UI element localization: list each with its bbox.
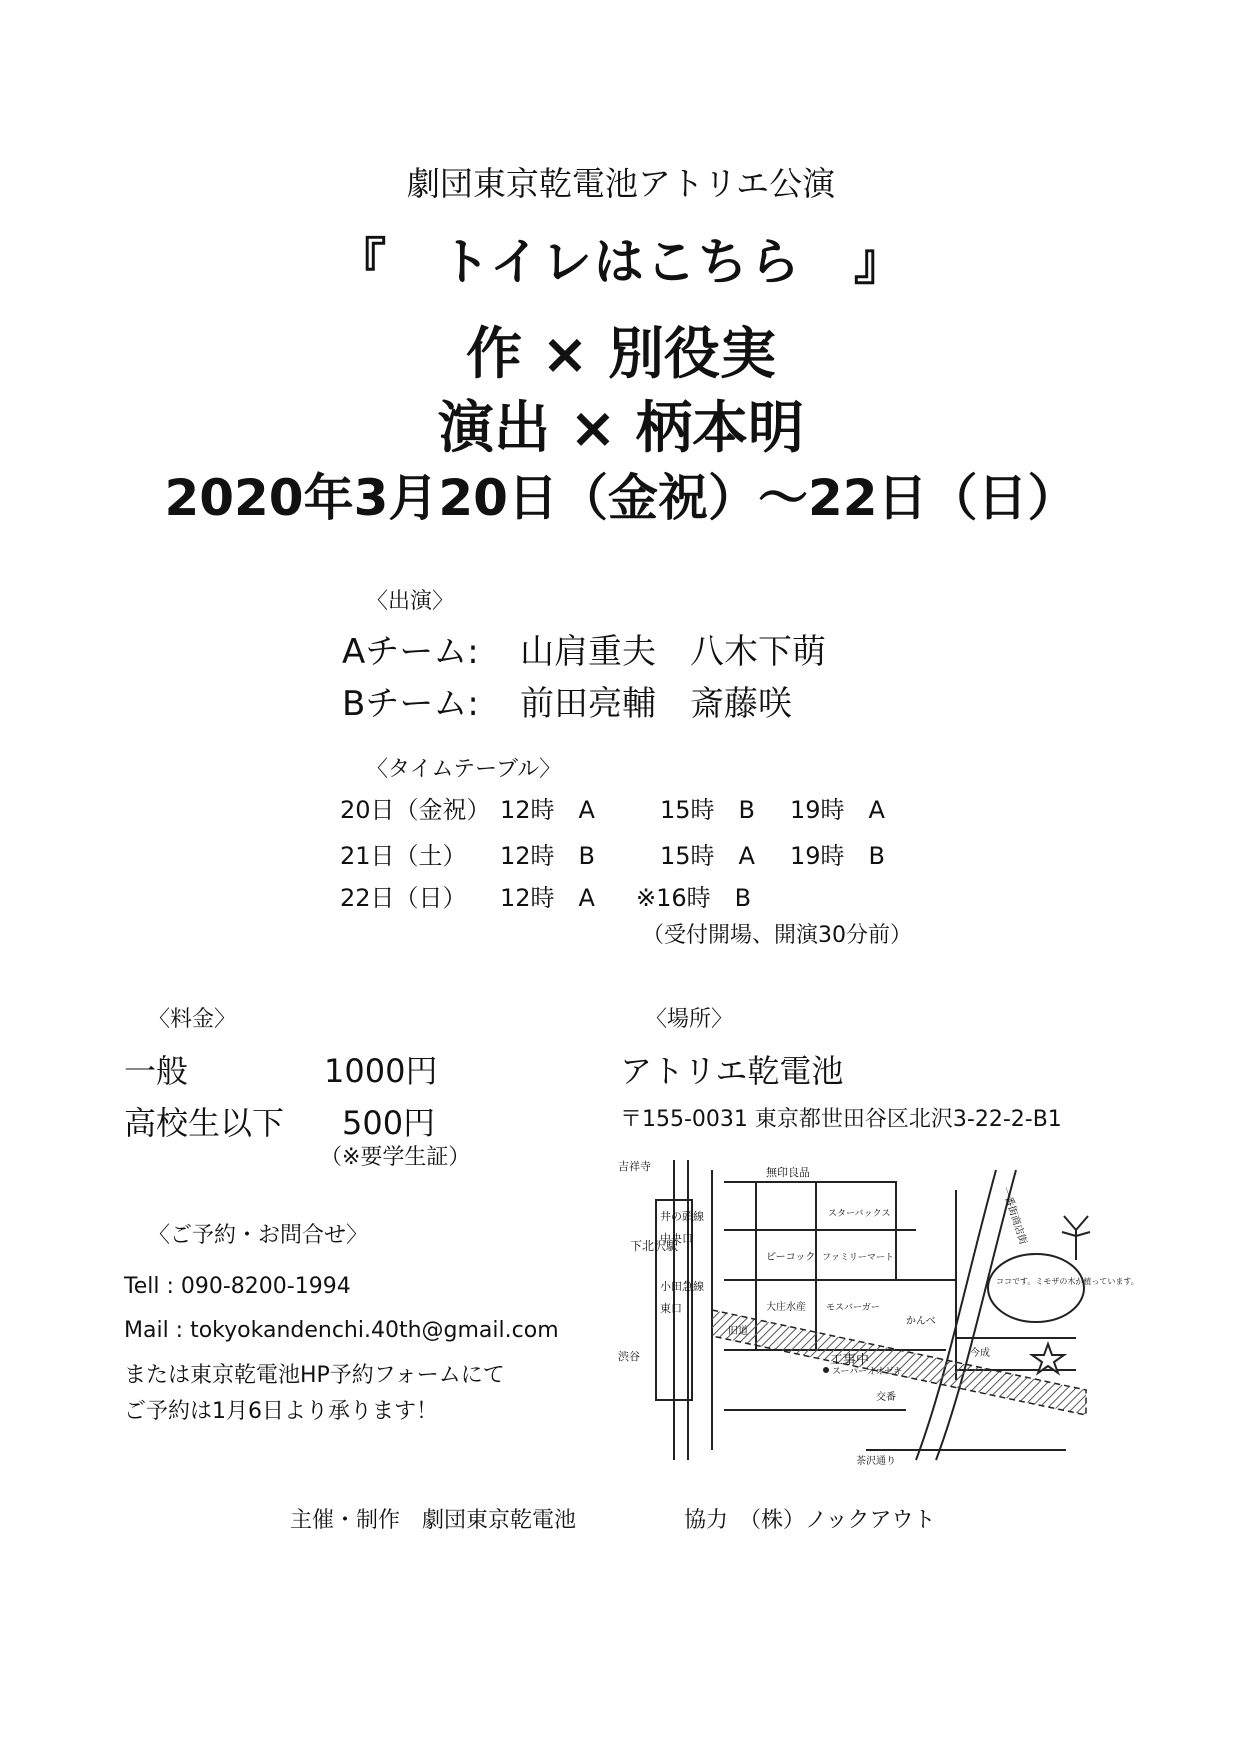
map-label-callout: ココです。ミモザの木が植っています。 (996, 1277, 1139, 1286)
timetable-note: （受付開場、開演30分前） (642, 923, 912, 948)
timetable-slot: 15時 A (660, 842, 755, 870)
reservation-heading: 〈ご予約・お問合せ〉 (148, 1223, 369, 1248)
presenter-line: 劇団東京乾電池アトリエ公演 (406, 164, 836, 203)
access-map (616, 1160, 1139, 1470)
fee-heading: 〈料金〉 (148, 1007, 237, 1032)
cast-heading: 〈出演〉 (366, 589, 455, 614)
map-label-construction: 工事中 (830, 1352, 870, 1367)
map-label-kanbei: かんべ (906, 1316, 936, 1327)
footer-organizer: 主催・制作 劇団東京乾電池 (290, 1508, 577, 1533)
tree-icon (1062, 1216, 1090, 1260)
footer-cooperation: 協力 （株）ノックアウト (684, 1508, 936, 1533)
timetable-slot: 19時 A (790, 796, 885, 824)
timetable-slot: 12時 A (500, 796, 595, 824)
map-label-muji: 無印良品 (766, 1167, 810, 1179)
map-label-station: 下北沢駅 (630, 1239, 679, 1253)
venue-star-icon (1032, 1344, 1064, 1373)
reservation-form-note: または東京乾電池HP予約フォームにて (124, 1363, 505, 1388)
team-members: 前田亮輔 斎藤咲 (520, 684, 792, 724)
director-credit: 演出 × 柄本明 (438, 396, 804, 461)
timetable-slot: 15時 B (660, 796, 756, 824)
map-label-road: 旧道 (728, 1326, 748, 1337)
map-label-familymart: ファミリーマート (822, 1252, 894, 1262)
author-credit: 作 × 別役実 (466, 322, 776, 387)
map-label-starbucks: スターバックス (828, 1208, 891, 1218)
map-label-kichijoji: 吉祥寺 (618, 1161, 651, 1173)
map-label-kosei: 今成 (970, 1348, 990, 1359)
reservation-mail: Mail : tokyokandenchi.40th@gmail.com (124, 1318, 559, 1343)
fee-price: 1000円 (324, 1052, 438, 1090)
map-label-picock: ピーコック (766, 1252, 816, 1263)
timetable-slot: 12時 A (500, 884, 595, 912)
performance-dates: 2020年3月20日（金祝）～22日（日） (164, 469, 1078, 527)
fee-price: 500円 (342, 1104, 436, 1142)
team-members: 山肩重夫 八木下萌 (520, 632, 826, 672)
map-label-police: 交番 (876, 1392, 896, 1403)
venue-name: アトリエ乾電池 (620, 1052, 844, 1090)
map-label-shibuya: 渋谷 (618, 1351, 640, 1363)
play-title: 『 トイレはこちら 』 (336, 233, 906, 291)
timetable-day: 21日（土） (340, 842, 467, 870)
map-label-oshou: 大庄水産 (766, 1302, 806, 1313)
supermarket-dot (823, 1367, 829, 1373)
fee-label: 高校生以下 (124, 1104, 285, 1142)
fee-label: 一般 (124, 1052, 189, 1090)
team-label: Bチーム: (342, 684, 479, 724)
timetable-slot: 19時 B (790, 842, 886, 870)
timetable-slot: 12時 B (500, 842, 596, 870)
timetable-day: 20日（金祝） (340, 796, 491, 824)
map-label-shotengai: 一番街商店街 (999, 1185, 1029, 1246)
map-label-inokashira: 井の頭線 (660, 1211, 704, 1223)
map-label-east-exit: 東口 (660, 1303, 682, 1315)
team-label: Aチーム: (342, 632, 479, 672)
map-label-ozeki: スーパーオオゼキ (832, 1366, 903, 1376)
street (936, 1170, 1016, 1460)
fee-note: （※要学生証） (320, 1145, 471, 1170)
map-label-central-exit: 中央口 (660, 1233, 693, 1245)
construction-area (712, 1310, 1086, 1415)
timetable-day: 22日（日） (340, 884, 467, 912)
reservation-start-note: ご予約は1月6日より承ります！ (124, 1399, 438, 1424)
map-label-odakyu: 小田急線 (660, 1281, 704, 1293)
venue-address: 〒155-0031 東京都世田谷区北沢3-22-2-B1 (620, 1107, 1062, 1132)
reservation-tel: Tell : 090-8200-1994 (124, 1274, 351, 1299)
timetable-slot: ※16時 B (636, 884, 752, 912)
timetable-heading: 〈タイムテーブル〉 (366, 757, 562, 782)
venue-heading: 〈場所〉 (645, 1007, 734, 1032)
map-label-mos: モスバーガー (826, 1302, 880, 1312)
callout-bubble (988, 1254, 1084, 1322)
map-label-chazawa: 茶沢通り (856, 1456, 896, 1467)
